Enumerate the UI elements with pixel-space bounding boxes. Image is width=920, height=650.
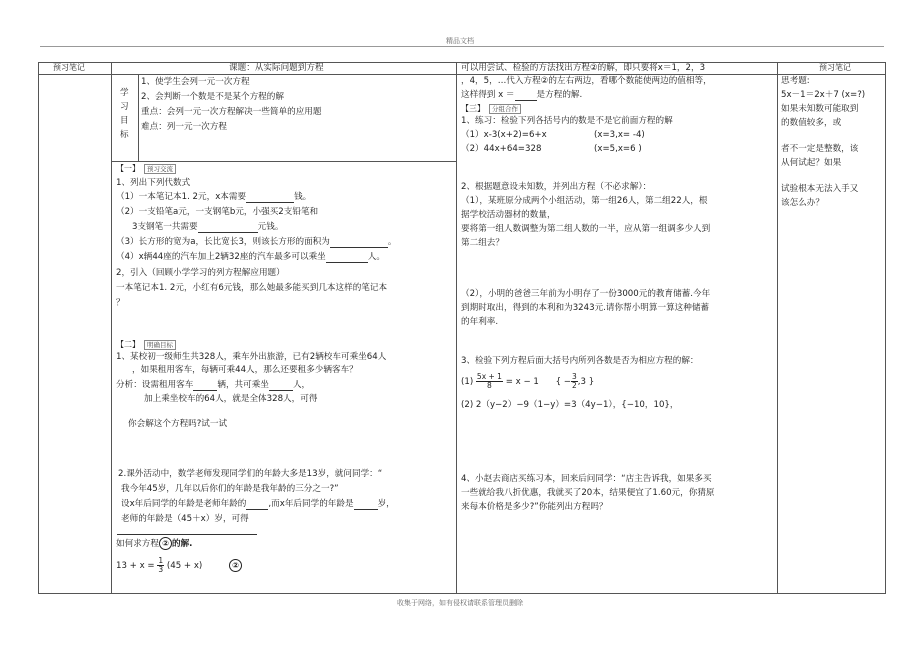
p1-analysis-b: 辆，共可乘坐 <box>217 380 269 390</box>
p2-line3-a: 设x年后同学的年龄是老师年龄的 <box>121 499 247 509</box>
ex2-line4: 要将第一组人数调整为第二组人数的一半，应从第一组调多少人到 <box>461 224 711 234</box>
ex1-item-2-values: (x=5,x=6 ) <box>594 144 642 154</box>
objective-item: 重点：会列一元一次方程解决一些简单的应用题 <box>141 107 322 117</box>
equation-fraction <box>157 557 164 574</box>
p2-solve-text: 如何求方程 <box>116 539 159 549</box>
think-equation: 5x－1＝2x＋7 (x=?) <box>781 90 866 100</box>
objective-item: 1、使学生会列一元一次方程 <box>141 77 250 87</box>
answer-blank <box>326 252 368 263</box>
left-note-header: 预习笔记 <box>53 63 85 72</box>
ex1-item-1-eq: （1）x-3(x+2)=6+x <box>461 130 547 140</box>
p1-line5: 你会解这个方程吗?试一试 <box>128 419 228 429</box>
ex3-title: 3、检验下列方程后面大括号内所列各数是否为相应方程的解： <box>461 356 699 366</box>
q2-line2: ？ <box>116 298 125 308</box>
q1-item-1-text: （1）一本笔记本1. 2元，x本需要 <box>116 192 247 202</box>
fraction-numerator: 1 <box>158 556 164 565</box>
p2-line2: 我今年45岁，几年以后你们的年龄是我年龄的三分之一?” <box>121 484 339 494</box>
ex3-item-1 <box>461 372 594 392</box>
q2-title: 2，引入（回顾小学学习的列方程解应用题） <box>116 268 285 278</box>
p2-line1: 2.课外活动中，数学老师发现同学们的年龄大多是13岁，就问同学：“ <box>118 469 383 479</box>
ex1-item-1-values: (x=3,x= -4) <box>594 130 645 140</box>
p1-analysis-a: 分析：设需租用客车 <box>116 380 194 390</box>
fraction-denominator: 3 <box>158 565 164 574</box>
lesson-table <box>38 62 886 594</box>
think-line: 试验根本无法入手又 <box>781 184 859 194</box>
p2-line3-c: 岁， <box>377 499 395 509</box>
ex1-title: 1、练习：检验下列各括号内的数是不是它前面方程的解 <box>461 116 673 126</box>
equation-lhs: 13 + x = <box>116 561 155 571</box>
ex2b-line2: 到期时取出，得到的本利和为3243元.请你帮小明算一算这种储蓄 <box>461 303 710 313</box>
ex1-item-2 <box>461 143 541 155</box>
fraction-denominator: 2 <box>572 381 577 390</box>
objectives-label-divider <box>138 75 139 161</box>
q1-item-3 <box>116 236 396 248</box>
section-three-marker: 【三】 <box>461 104 485 113</box>
answer-blank <box>330 237 388 248</box>
objectives-divider <box>111 161 456 162</box>
ex4-line3: 来每本价格是多少?”你能列出方程吗？ <box>461 502 608 512</box>
q1-item-2-line1: （2）一支铅笔a元，一支钢笔b元，小强买2支铅笔和 <box>116 207 319 217</box>
think-line: 从何试起？如果 <box>781 158 842 168</box>
objectives-label-char: 学 <box>120 88 129 98</box>
intro-line1: 可以用尝试、检验的方法找出方程②的解，即只要将x＝1，2，3 <box>461 63 706 73</box>
page-footer-note: 收集于网络，如有侵权请联系管理员删除 <box>397 599 523 607</box>
objective-item: 难点：列一元一次方程 <box>141 122 227 132</box>
equation-number-badge: ② <box>159 537 172 550</box>
section-two-heading <box>116 339 176 351</box>
ex2-line1: 2、根据题意设未知数，并列出方程（不必求解）： <box>461 182 652 192</box>
ex2-line2: （1），某班原分成两个小组活动，第一组26人，第二组22人，根 <box>461 196 708 206</box>
ex1-item-1 <box>461 129 547 141</box>
intro-line3 <box>461 89 582 101</box>
ex3-item-1-set-open: { − <box>555 377 571 387</box>
ex3-item-1-set-fraction <box>571 373 578 390</box>
p1-line3 <box>116 379 310 391</box>
fraction-numerator: 5x + 1 <box>476 372 502 381</box>
answer-blank <box>354 499 378 510</box>
ex4-line2: 一些就给我八折优惠，我就买了20本，结果便宜了1.60元，你猜原 <box>461 488 715 498</box>
section-three-heading <box>461 103 521 115</box>
think-line: 如果未知数可能取到 <box>781 104 859 114</box>
intro-line3-a: 这样得到 x ＝ <box>461 90 515 100</box>
ex2b-line3: 的年利率. <box>461 317 499 327</box>
right-note-header: 预习笔记 <box>819 63 851 72</box>
p1-line4: 加上乘坐校车的64人，就是全体328人，可得 <box>144 394 318 404</box>
think-title: 思考题: <box>781 76 810 86</box>
section-two-tag: 明确目标 <box>144 340 176 350</box>
fraction-numerator: 3 <box>572 372 577 381</box>
q1-item-4 <box>116 251 385 263</box>
think-line: 的数值较多，或 <box>781 118 842 128</box>
ex3-item-1-rhs: = x − 1 <box>505 377 539 387</box>
objective-item: 2、会判断一个数是不是某个方程的解 <box>141 92 284 102</box>
ex2-line3: 据学校活动器材的数量， <box>461 210 556 220</box>
answer-blank <box>515 90 537 101</box>
section-three-tag: 分组合作 <box>489 104 521 114</box>
p2-solve <box>116 537 192 550</box>
q1-item-2-end: 元钱。 <box>257 222 284 232</box>
equation-two <box>116 556 242 576</box>
ex3-item-1-lead: (1) <box>461 377 474 387</box>
col-divider-right <box>777 63 778 593</box>
p1-line1: 1、某校初一级师生共328人，乘车外出旅游，已有2辆校车可乘坐64人 <box>116 352 387 362</box>
p2-line3 <box>121 498 395 510</box>
intro-line2: ，4，5，…代入方程②的左右两边，看哪个数能使两边的值相等， <box>461 76 712 86</box>
fraction-denominator: 8 <box>487 381 492 390</box>
p1-line2: ，如果租用客车，每辆可乘44人，那么还要租多少辆客车？ <box>132 365 358 375</box>
equation-label: ② <box>229 559 242 572</box>
answer-blank <box>246 192 294 203</box>
ex2b-line1: （2），小明的爸爸三年前为小明存了一份3000元的教育储蓄.今年 <box>461 289 711 299</box>
think-line: 者不一定是整数，该 <box>781 144 859 154</box>
page-header-note: 精品文档 <box>446 37 474 45</box>
section-two-marker: 【二】 <box>116 340 140 349</box>
section-one-marker: 【一】 <box>116 164 140 173</box>
p2-line3-b: ,而x年后同学的年龄是 <box>268 499 354 509</box>
answer-blank <box>269 380 293 391</box>
q1-item-1 <box>116 191 311 203</box>
ex3-item-1-set-close: ,3 } <box>577 377 595 387</box>
ex1-item-2-eq: （2）44x+64=328 <box>461 144 542 154</box>
q1-title: 1、列出下列代数式 <box>116 178 191 188</box>
equation-blank-line <box>117 534 257 535</box>
q1-item-4-text: （4）x辆44座的汽车加上2辆32座的汽车最多可以乘坐 <box>116 252 326 262</box>
q1-item-2-text: 3支钢笔一共需要 <box>132 222 198 232</box>
col-divider-left <box>111 63 112 593</box>
q1-item-2-line2 <box>132 221 283 233</box>
ex3-item-1-fraction <box>476 373 503 390</box>
answer-blank <box>198 222 258 233</box>
q1-item-1-end: 钱。 <box>294 192 312 202</box>
objectives-label-char: 习 <box>120 102 129 112</box>
lesson-title: 课题：从实际问题到方程 <box>229 63 324 73</box>
answer-blank <box>193 380 217 391</box>
q1-item-3-end: 。 <box>387 237 397 247</box>
col-divider-middle <box>456 63 457 593</box>
p2-solve-end: 的解. <box>171 539 193 549</box>
header-rule <box>40 46 884 47</box>
ex2-line5: 第二组去？ <box>461 238 504 248</box>
q1-item-3-text: （3）长方形的宽为a，长比宽长3，则该长方形的面积为 <box>116 237 330 247</box>
objectives-label-char: 目 <box>120 116 129 126</box>
think-line: 该怎么办？ <box>781 198 824 208</box>
q2-line1: 一本笔记本1. 2元，小红有6元钱，那么她最多能买到几本这样的笔记本 <box>116 283 388 293</box>
q1-item-4-end: 人。 <box>367 252 385 262</box>
answer-blank <box>246 499 268 510</box>
equation-rhs: (45 + x) <box>166 561 203 571</box>
ex3-item-2: (2) 2（y−2）−9（1−y）=3（4y−1），{−10，10}， <box>461 400 679 410</box>
p2-line4: 老师的年龄是（45＋x）岁，可得 <box>121 514 249 524</box>
intro-line3-b: 是方程的解. <box>536 90 583 100</box>
section-one-tag: 预习交流 <box>144 164 176 174</box>
objectives-label-char: 标 <box>120 130 129 140</box>
ex4-line1: 4、小赵去商店买练习本，回来后问同学：“店主告诉我，如果多买 <box>461 474 712 484</box>
p1-analysis-c: 人， <box>292 380 311 390</box>
section-one-heading <box>116 163 176 175</box>
